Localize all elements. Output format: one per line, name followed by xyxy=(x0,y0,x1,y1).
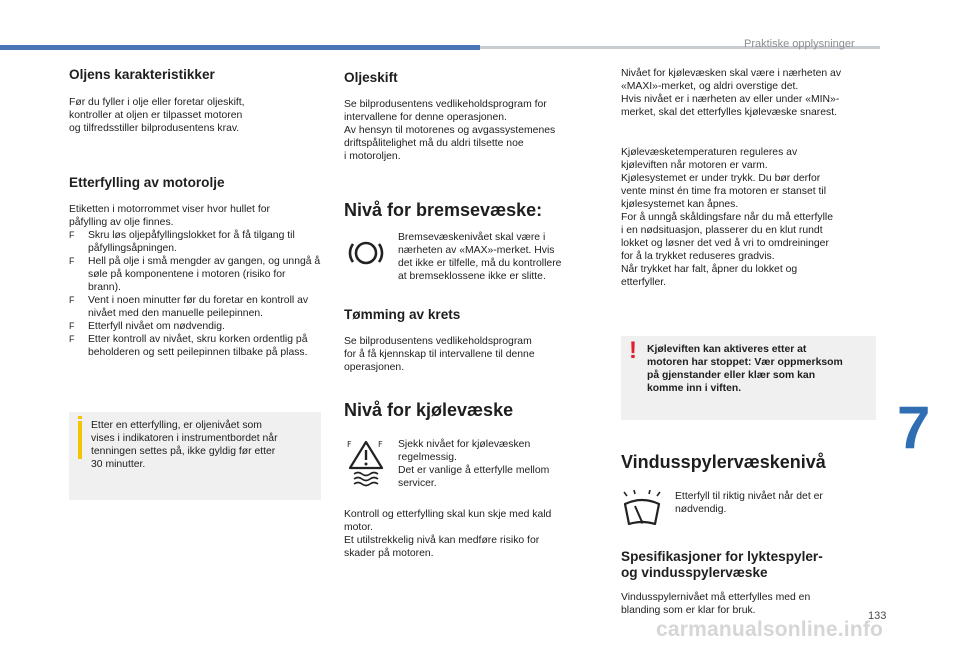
svg-text:F: F xyxy=(347,440,352,449)
watermark: carmanualsonline.info xyxy=(656,618,884,641)
coolant-temperature-text: Kjølevæsketemperaturen reguleres av kjøleviften når motoren er varm. Kjølesystemet er under trykk. Du bør derfor vente minst én time fra motoren er stanset til kjølesystemet kan åpnes. For å unngå skåldingsfare når du må etterfylle i en nødsituasjon, plasserer du en klut rundt lokket og løsner det ved å vri to omdreininger for å la trykket reduseres gradvis. Når trykket har falt, åpner du lokket og etterfyller. xyxy=(621,147,833,288)
drain-text: Se bilprodusentens vedlikeholdsprogram for å få kjennskap til intervallene til denne operasjonen. xyxy=(344,336,535,373)
warning-box xyxy=(621,336,876,420)
chapter-number: 7 xyxy=(897,394,931,461)
list-item: F Hell på olje i små mengder av gangen, og unngå å søle på komponentene i motoren (risiko for brann). xyxy=(69,255,321,294)
brake-fluid-text: Bremsevæskenivået skal være i nærheten av «MAX»-merket. Hvis det ikke er tilfelle, må du kontrollere at bremseklossene ikke er slitte. xyxy=(398,232,562,282)
oil-refill-heading: Etterfylling av motorolje xyxy=(69,175,225,190)
section-label: Praktiske opplysninger xyxy=(744,38,855,50)
brake-fluid-icon xyxy=(344,231,398,275)
washer-text: Etterfyll til riktig nivået når det er nødvendig. xyxy=(675,491,823,515)
drain-heading: Tømming av krets xyxy=(344,307,461,322)
oil-change-heading: Oljeskift xyxy=(344,70,398,85)
warning-icon: ! xyxy=(629,337,637,364)
header-accent-bar xyxy=(0,45,480,50)
svg-text:F: F xyxy=(378,440,383,449)
list-item: F Etterfyll nivået om nødvendig. xyxy=(69,320,321,333)
brake-fluid-heading: Nivå for bremsevæske: xyxy=(344,200,543,220)
oil-characteristics-heading: Oljens karakteristikker xyxy=(69,67,215,82)
info-note-box xyxy=(69,412,321,500)
coolant-level-text: Nivået for kjølevæsken skal være i nærheten av «MAXI»-merket, og aldri overstige det. Hvis nivået er i nærheten av eller under «MIN»- merket, skal det etterfylles kjølevæske snarest. xyxy=(621,68,842,118)
oil-refill-intro: Etiketten i motorrommet viser hvor hullet for påfylling av olje finnes. xyxy=(69,204,270,228)
page-number: 133 xyxy=(868,610,887,622)
coolant-note: Kontroll og etterfylling skal kun skje med kald motor. Et utilstrekkelig nivå kan medføre risiko for skader på motoren. xyxy=(344,509,552,559)
column-left xyxy=(69,67,321,500)
info-icon xyxy=(78,421,82,459)
oil-change-text: Se bilprodusentens vedlikeholdsprogram for intervallene for denne operasjonen. Av hensyn til motorenes og avgassystemenes driftspålitelighet må du aldri tilsette noe i motoroljen. xyxy=(344,99,556,162)
list-item: F Vent i noen minutter før du foretar en kontroll av nivået med den manuelle peilepinnen. xyxy=(69,294,321,320)
coolant-row xyxy=(344,438,596,494)
column-middle xyxy=(344,67,596,560)
oil-refill-steps xyxy=(69,229,321,359)
info-note-text: Etter en etterfylling, er oljenivået som vises i indikatoren i instrumentbordet når tenningen settes på, ikke gyldig før etter 30 minutter. xyxy=(91,420,278,470)
column-right xyxy=(621,67,876,617)
coolant-text: Sjekk nivået for kjølevæsken regelmessig. Det er vanlige å etterfylle mellom servicer. xyxy=(398,439,550,489)
spec-heading: Spesifikasjoner for lyktespyler- og vindusspylervæske xyxy=(621,549,823,580)
warning-text: Kjøleviften kan aktiveres etter at motoren har stoppet: Vær oppmerksom på gjenstander eller klær som kan komme inn i viften. xyxy=(647,344,843,394)
list-item: F Etter kontroll av nivået, skru korken ordentlig på beholderen og sett peilepinnen tilbake på plass. xyxy=(69,333,321,359)
washer-heading: Vindusspylervæskenivå xyxy=(621,452,826,472)
list-item: F Skru løs oljepåfyllingslokket for å få tilgang til påfyllingsåpningen. xyxy=(69,229,321,255)
brake-fluid-row xyxy=(344,231,596,283)
washer-fluid-icon xyxy=(621,490,675,536)
oil-characteristics-text: Før du fyller i olje eller foretar oljeskift, kontroller at oljen er tilpasset motoren og tilfredsstiller bilprodusentens krav. xyxy=(69,97,245,134)
washer-row xyxy=(621,490,876,536)
coolant-heading: Nivå for kjølevæske xyxy=(344,400,514,420)
coolant-icon xyxy=(344,438,398,494)
spec-text: Vindusspylernivået må etterfylles med en blanding som er klar for bruk. xyxy=(621,592,811,616)
